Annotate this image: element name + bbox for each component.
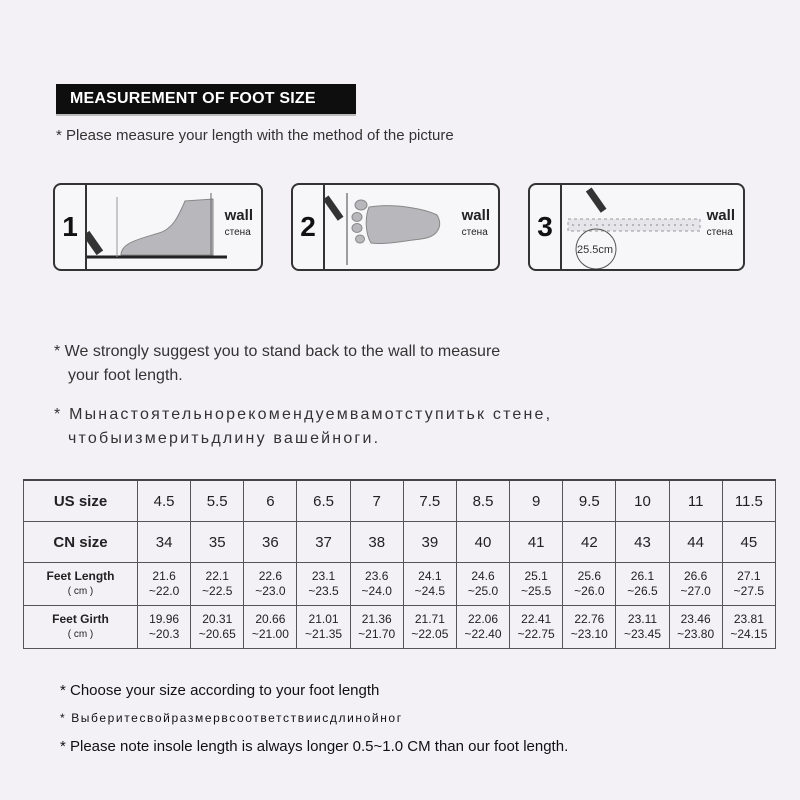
table-cell: 22.41 ~22.75 [510, 606, 563, 649]
table-cell: 45 [722, 522, 775, 563]
method-note: * Please measure your length with the method of the picture [56, 127, 454, 144]
row-header: CN size [24, 522, 138, 563]
table-cell: 40 [456, 522, 509, 563]
table-row-feet-length [24, 563, 776, 606]
table-cell: 38 [350, 522, 403, 563]
russian-note-line1: * Мынастоятельнорекомендуемвамотступитьк стене, [54, 406, 553, 423]
table-cell: 23.6 ~24.0 [350, 563, 403, 606]
table-cell: 9.5 [563, 480, 616, 522]
step-number: 2 [293, 185, 325, 269]
table-cell: 34 [138, 522, 191, 563]
table-cell: 37 [297, 522, 350, 563]
table-row-us-size [24, 480, 776, 522]
choose-size-note-russian: * Выберитесвойразмервсоответствиисдлинойног [60, 711, 403, 725]
table-cell: 22.06 ~22.40 [456, 606, 509, 649]
table-cell: 21.01 ~21.35 [297, 606, 350, 649]
table-cell: 19.96 ~20.3 [138, 606, 191, 649]
insole-note: * Please note insole length is always longer 0.5~1.0 CM than our foot length. [60, 738, 569, 755]
table-cell: 21.6 ~22.0 [138, 563, 191, 606]
foot-side-illustration [87, 185, 227, 271]
suggest-note-line2: your foot length. [68, 367, 183, 384]
table-cell: 7.5 [403, 480, 456, 522]
step-1-panel [53, 183, 263, 271]
table-cell: 22.76 ~23.10 [563, 606, 616, 649]
table-cell: 23.46 ~23.80 [669, 606, 722, 649]
row-header: Feet Length ( cm ) [24, 563, 138, 606]
table-cell: 42 [563, 522, 616, 563]
table-cell: 35 [191, 522, 244, 563]
table-cell: 43 [616, 522, 669, 563]
table-cell: 20.31 ~20.65 [191, 606, 244, 649]
table-cell: 21.71 ~22.05 [403, 606, 456, 649]
step-3-panel [528, 183, 745, 271]
table-cell: 20.66 ~21.00 [244, 606, 297, 649]
row-header: US size [24, 480, 138, 522]
step-2-panel [291, 183, 500, 271]
step-number: 1 [55, 185, 87, 269]
table-row-feet-girth [24, 606, 776, 649]
size-table [23, 479, 776, 649]
table-cell: 27.1 ~27.5 [722, 563, 775, 606]
table-cell: 6.5 [297, 480, 350, 522]
row-header: Feet Girth ( cm ) [24, 606, 138, 649]
table-cell: 26.1 ~26.5 [616, 563, 669, 606]
table-cell: 23.11 ~23.45 [616, 606, 669, 649]
table-cell: 8.5 [456, 480, 509, 522]
choose-size-note: * Choose your size according to your foot length [60, 682, 380, 699]
table-cell: 23.81 ~24.15 [722, 606, 775, 649]
title-underline [56, 114, 356, 116]
step-number: 3 [530, 185, 562, 269]
table-cell: 24.1 ~24.5 [403, 563, 456, 606]
table-cell: 5.5 [191, 480, 244, 522]
table-cell: 25.6 ~26.0 [563, 563, 616, 606]
table-cell: 22.6 ~23.0 [244, 563, 297, 606]
suggest-note-line1: * We strongly suggest you to stand back to the wall to measure [54, 343, 501, 360]
wall-label: wall стена [461, 207, 490, 238]
table-cell: 4.5 [138, 480, 191, 522]
wall-label: wall стена [224, 207, 253, 238]
measurement-value: 25.5cm [577, 244, 614, 256]
ruler-illustration [562, 185, 702, 271]
table-cell: 26.6 ~27.0 [669, 563, 722, 606]
table-cell: 11 [669, 480, 722, 522]
wall-label: wall стена [706, 207, 735, 238]
table-row-cn-size [24, 522, 776, 563]
table-cell: 44 [669, 522, 722, 563]
foot-top-illustration [325, 185, 455, 271]
table-cell: 10 [616, 480, 669, 522]
table-cell: 7 [350, 480, 403, 522]
table-cell: 6 [244, 480, 297, 522]
table-cell: 25.1 ~25.5 [510, 563, 563, 606]
table-cell: 22.1 ~22.5 [191, 563, 244, 606]
page-title: MEASUREMENT OF FOOT SIZE [56, 84, 356, 114]
russian-note-line2: чтобыизмеритьдлину вашейноги. [68, 430, 381, 447]
table-cell: 9 [510, 480, 563, 522]
table-cell: 39 [403, 522, 456, 563]
table-cell: 36 [244, 522, 297, 563]
table-cell: 23.1 ~23.5 [297, 563, 350, 606]
table-cell: 24.6 ~25.0 [456, 563, 509, 606]
table-cell: 21.36 ~21.70 [350, 606, 403, 649]
table-cell: 41 [510, 522, 563, 563]
table-cell: 11.5 [722, 480, 775, 522]
